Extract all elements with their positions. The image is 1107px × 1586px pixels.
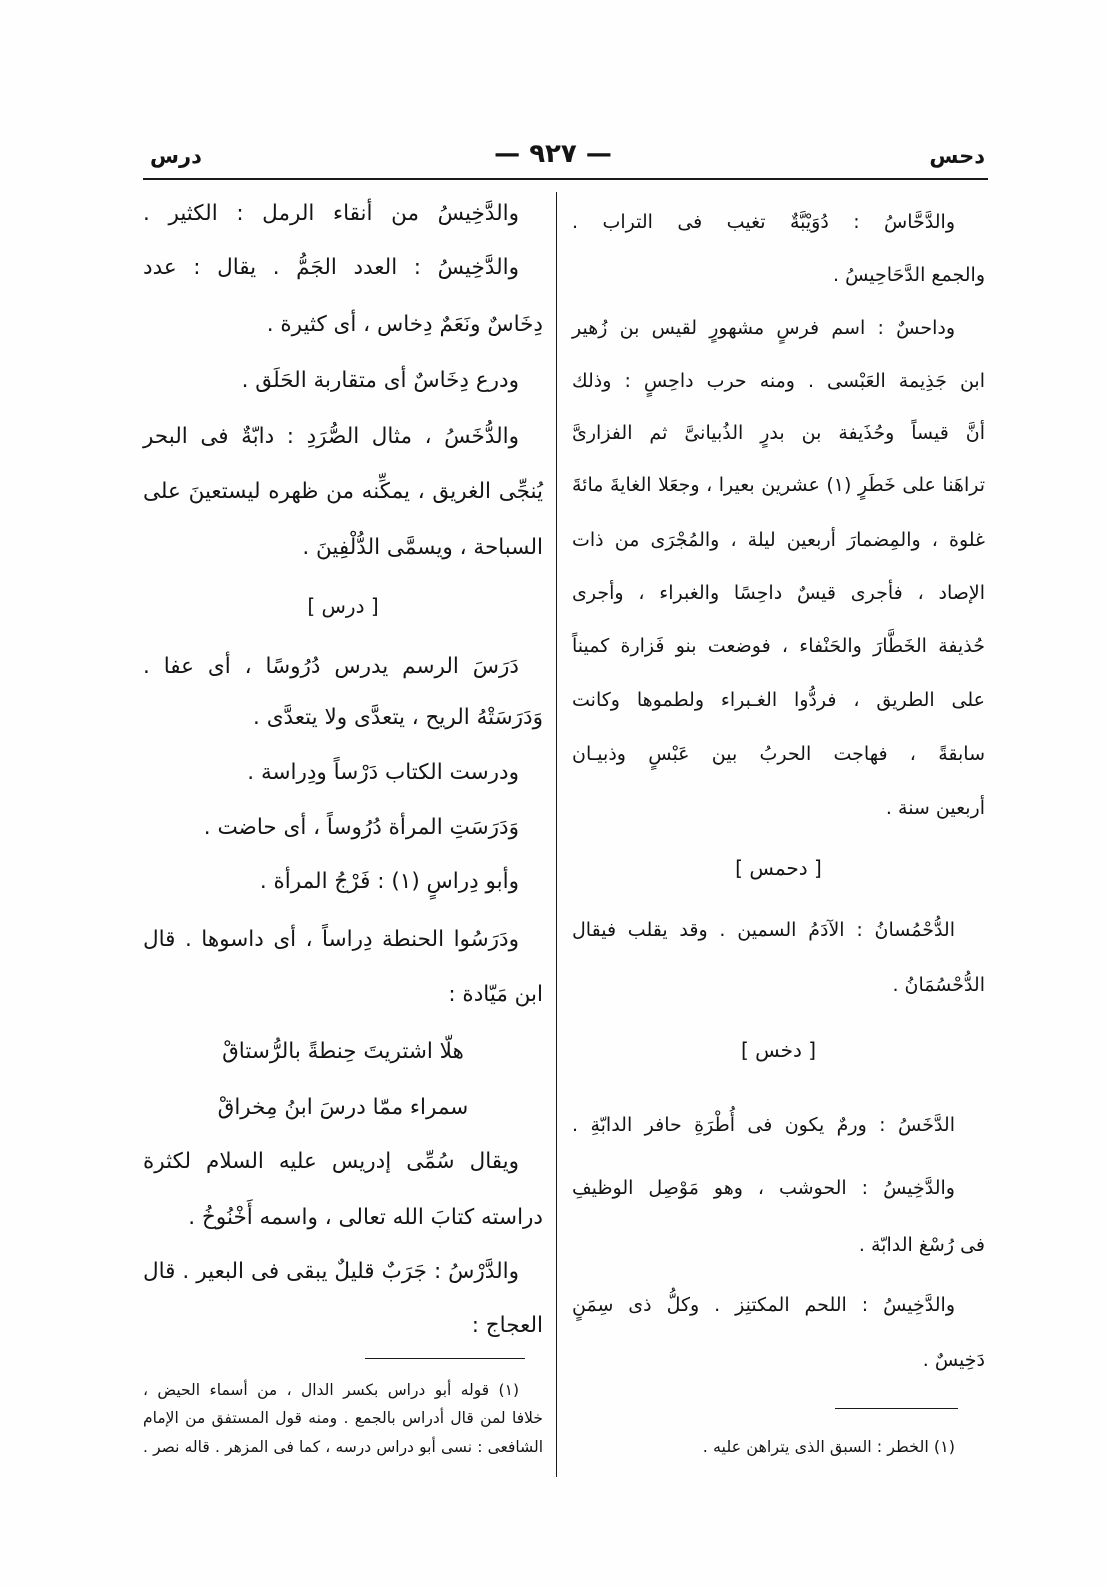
text-line: والدُّخَسُ ، مثال الصُّرَدِ : دابّةٌ فى البحر xyxy=(143,424,519,449)
text-line: حُذيفة الخَطَّارَ والحَنْفاء ، فوضعت بنو فَزارة كميناً xyxy=(572,635,985,657)
footnote-line: (١) قوله أبو دراس بكسر الدال ، من أسماء الحيض ، xyxy=(143,1381,519,1399)
text-line: دِخَاسٌ ونَعَمٌ دِخاس ، أى كثيرة . xyxy=(266,312,543,337)
text-line: غلوة ، والمِضمارَ أربعين ليلة ، والمُجْرَى من ذات xyxy=(572,529,985,551)
text-line: والدَّخِيسُ من أنقاء الرمل : الكثير . xyxy=(143,201,519,226)
text-line: فى رُسْغ الدابّة . xyxy=(858,1234,985,1256)
left-running-head: درس xyxy=(150,144,202,168)
text-line: ودرست الكتاب دَرْساً ودِراسة . xyxy=(247,760,519,785)
entry-heading: [ دحمس ] xyxy=(735,856,822,880)
text-line: على الطريق ، فردُّوا الغـبراء ولطموها وكانت xyxy=(572,689,985,711)
text-line: وداحسٌ : اسم فرسٍ مشهورٍ لقيس بن زُهير xyxy=(572,317,955,339)
text-line: وأبو دِراسٍ (١) : فَرْجُ المرأة . xyxy=(259,869,519,894)
text-line: والدَّخِيسُ : اللحم المكتنِز . وكلُّ ذى سِمَنٍ xyxy=(572,1294,955,1316)
text-line: العجاج : xyxy=(471,1313,543,1338)
text-line: والدَّخِيسُ : العدد الجَمُّ . يقال : عدد xyxy=(143,255,519,280)
text-line: ابن جَذِيمة العَبْسى . ومنه حرب داحِسٍ : وذلك xyxy=(572,370,985,392)
text-line: الإصاد ، فأجرى قيسٌ داحِسًا والغبراء ، وأجرى xyxy=(572,582,985,604)
text-line: والدَّخِيسُ : الحوشب ، وهو مَوْصِل الوظيفِ xyxy=(572,1177,955,1199)
column-divider xyxy=(556,192,557,1477)
left-column xyxy=(143,0,543,1586)
footnote-line: الشافعى : نسى أبو دراس درسه ، كما فى المزهر . قاله نصر . xyxy=(143,1438,543,1456)
verse-line: سمراء ممّا درسَ ابنُ مِخراقْ xyxy=(217,1095,469,1120)
footnote-line: خلافا لمن قال أدراس بالجمع . ومنه قول المستفق من الإمام xyxy=(143,1409,543,1427)
text-line: أربعين سنة . xyxy=(885,797,985,819)
text-line: والدَّرْسُ : جَرَبٌ قليلٌ يبقى فى البعير . قال xyxy=(143,1259,519,1284)
footnote-rule xyxy=(835,1408,958,1409)
right-running-head: دحس xyxy=(929,144,985,168)
text-line: وَدَرَسَتْهُ الريح ، يتعدَّى ولا يتعدَّى . xyxy=(253,705,543,730)
text-line: دَخِيسٌ . xyxy=(922,1349,985,1371)
entry-heading: [ درس ] xyxy=(307,594,379,618)
text-line: الدَّخَسُ : ورمٌ يكون فى أُطْرَةِ حافر الدابّةِ . xyxy=(572,1114,955,1136)
right-column xyxy=(572,0,985,1586)
text-line: السباحة ، ويسمَّى الدُّلْفِينَ . xyxy=(302,535,543,560)
footnote-rule xyxy=(365,1358,525,1359)
text-line: ابن مَيّادة : xyxy=(448,982,543,1007)
verse-line: هلّا اشتريتَ حِنطةً بالرُّستاقْ xyxy=(222,1039,464,1064)
text-line: والدَّحَّاسُ : دُوَيْبَّةٌ تغيب فى التراب . xyxy=(572,211,955,233)
text-line: ودرع دِخَاسٌ أى متقاربة الحَلَق . xyxy=(241,368,519,393)
text-line: والجمع الدَّحَاحِيسُ . xyxy=(833,264,985,286)
entry-heading: [ دخس ] xyxy=(740,1038,817,1062)
text-line: دَرَسَ الرسم يدرس دُرُوسًا ، أى عفا . xyxy=(143,654,519,679)
text-line: ويقال سُمِّى إدريس عليه السلام لكثرة xyxy=(143,1149,519,1174)
text-line: سابقةً ، فهاجت الحربُ بين عَبْسٍ وذبيـان xyxy=(572,743,985,765)
page-number: — ٩٢٧ — xyxy=(494,139,612,169)
text-line: الدُّحْسُمَانُ . xyxy=(892,974,985,996)
text-line: ودَرَسُوا الحنطة دِراساً ، أى داسوها . قال xyxy=(143,927,519,952)
text-line: أنَّ قيساً وحُذَيفة بن بدرٍ الذُبيانىَّ ثم الفزارىَّ xyxy=(572,422,985,444)
footnote-line: (١) الخطر : السبق الذى يتراهن عليه . xyxy=(702,1437,955,1456)
text-line: يُنجِّى الغريق ، يمكِّنه من ظهره ليستعينَ على xyxy=(143,479,543,504)
text-line: وَدَرَسَتِ المرأة دُرُوساً ، أى حاضت . xyxy=(203,815,519,840)
text-line: دراسته كتابَ الله تعالى ، واسمه أَخْنُوخُ . xyxy=(188,1205,543,1230)
text-line: تراهَنا على خَطَرٍ (١) عشرين بعيرا ، وجعَلا الغايةَ مائةَ xyxy=(572,474,986,496)
text-line: الدُّحْمُسانُ : الآدَمُ السمين . وقد يقلب فيقال xyxy=(572,919,955,941)
